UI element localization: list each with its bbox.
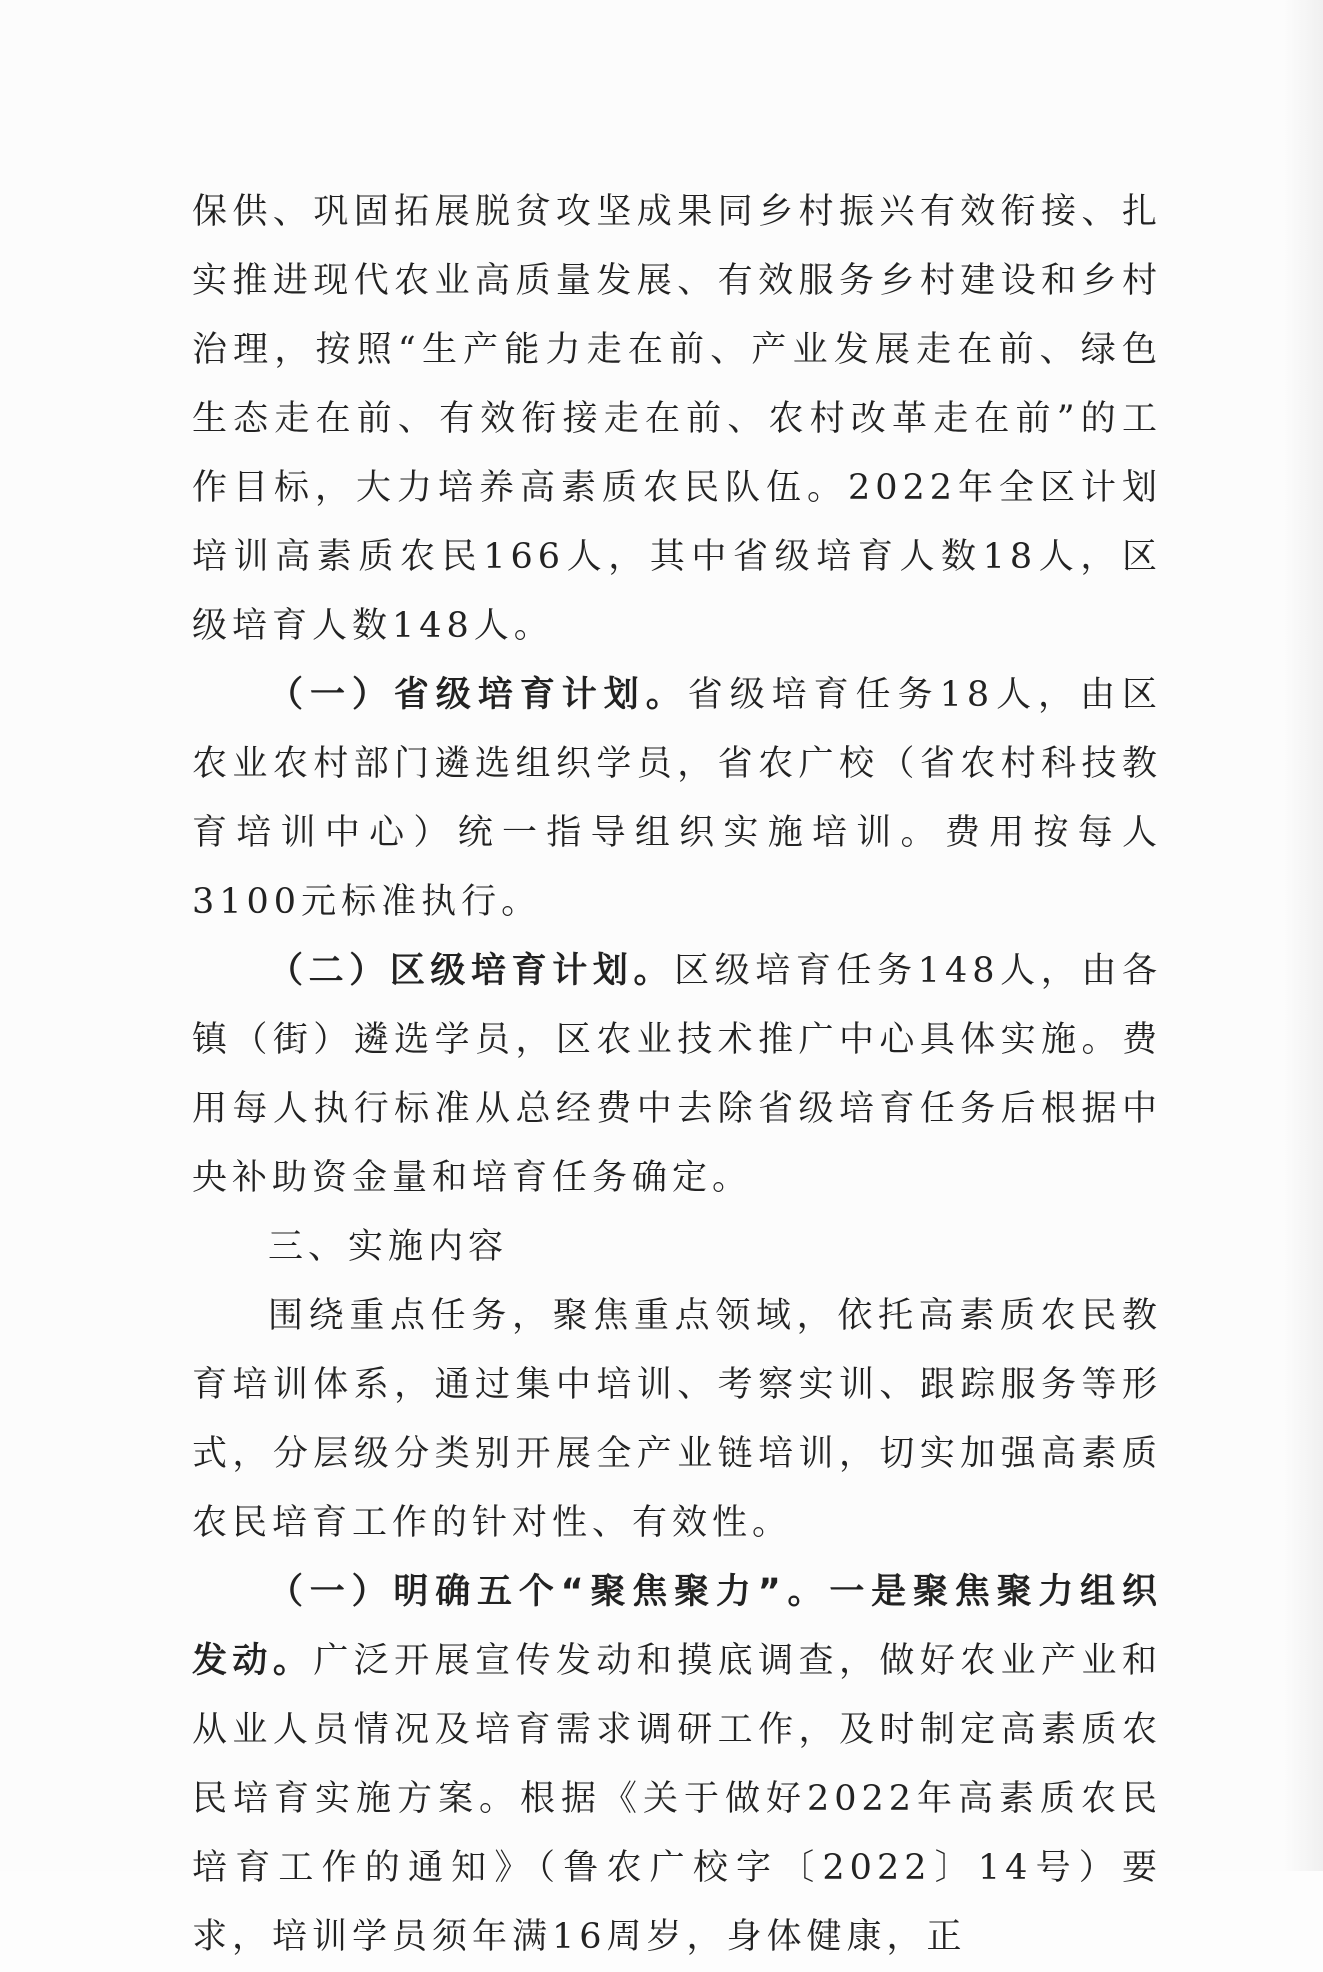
paragraph-text: 广泛开展宣传发动和摸底调查，做好农业产业和从业人员情况及培育需求调研工作，及时制定高素质农民培育实施方案。根据《关于做好2022年高素质农民培育工作的通知》（鲁农广校字〔2022〕14号）要求，培训学员须年满16周岁，身体健康，正 <box>192 1641 1162 1957</box>
section-heading: 三、实施内容 <box>268 1227 509 1267</box>
scan-edge-shade <box>1283 0 1323 1871</box>
paragraph-text: 围绕重点任务，聚焦重点领域，依托高素质农民教育培训体系，通过集中培训、考察实训、跟踪服务等形式，分层级分类别开展全产业链培训，切实加强高素质农民培育工作的针对性、有效性。 <box>192 1296 1162 1543</box>
paragraph-district-plan <box>192 937 1162 1213</box>
paragraph-provincial-plan <box>192 661 1162 937</box>
paragraph-intro <box>192 178 1162 661</box>
paragraph-text: 省级培育任务18人，由区农业农村部门遴选组织学员，省农广校（省农村科技教育培训中心）统一指导组织实施培训。费用按每人3100元标准执行。 <box>192 675 1162 922</box>
paragraph-lead: （二）区级培育计划。 <box>268 951 675 991</box>
document-body <box>192 178 1162 1972</box>
paragraph-lead: （一）省级培育计划。 <box>268 675 688 715</box>
paragraph-five-focus <box>192 1558 1162 1972</box>
paragraph-text: 保供、巩固拓展脱贫攻坚成果同乡村振兴有效衔接、扎实推进现代农业高质量发展、有效服务乡村建设和乡村治理，按照“生产能力走在前、产业发展走在前、绿色生态走在前、有效衔接走在前、农村改革走在前”的工作目标，大力培养高素质农民队伍。2022年全区计划培训高素质农民166人，其中省级培育人数18人，区级培育人数148人。 <box>192 192 1162 646</box>
paragraph-lead: （一）明确五个“聚焦聚力”。一是聚焦聚力组织发动。 <box>192 1572 1162 1681</box>
paragraph-content-overview <box>192 1282 1162 1558</box>
paragraph-text: 区级培育任务148人，由各镇（街）遴选学员，区农业技术推广中心具体实施。费用每人执行标准从总经费中去除省级培育任务后根据中央补助资金量和培育任务确定。 <box>192 951 1162 1198</box>
